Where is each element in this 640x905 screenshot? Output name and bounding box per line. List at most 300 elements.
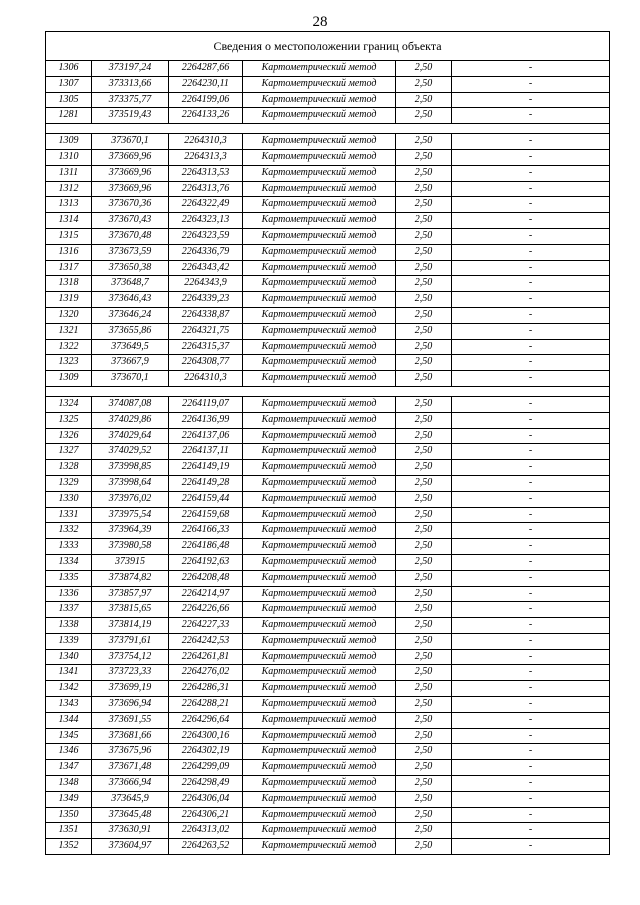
method-cell: Картометрический метод — [243, 276, 396, 292]
x-coordinate-cell: 373645,48 — [92, 807, 169, 823]
method-cell: Картометрический метод — [243, 307, 396, 323]
x-coordinate-cell: 373649,5 — [92, 339, 169, 355]
table-row — [46, 807, 610, 823]
description-cell: - — [452, 412, 610, 428]
table-row — [46, 744, 610, 760]
y-coordinate-cell: 2264276,02 — [169, 665, 243, 681]
x-coordinate-cell: 373197,24 — [92, 61, 169, 77]
method-cell: Картометрический метод — [243, 444, 396, 460]
accuracy-cell: 2,50 — [396, 539, 452, 555]
description-cell: - — [452, 823, 610, 839]
point-number-cell: 1313 — [46, 197, 92, 213]
accuracy-cell: 2,50 — [396, 491, 452, 507]
table-row — [46, 165, 610, 181]
description-cell: - — [452, 323, 610, 339]
description-cell: - — [452, 244, 610, 260]
accuracy-cell: 2,50 — [396, 134, 452, 150]
x-coordinate-cell: 373650,38 — [92, 260, 169, 276]
table-row — [46, 197, 610, 213]
table-row — [46, 92, 610, 108]
description-cell: - — [452, 165, 610, 181]
description-cell: - — [452, 460, 610, 476]
y-coordinate-cell: 2264338,87 — [169, 307, 243, 323]
point-number-cell: 1347 — [46, 760, 92, 776]
accuracy-cell: 2,50 — [396, 760, 452, 776]
point-number-cell: 1329 — [46, 475, 92, 491]
method-cell: Картометрический метод — [243, 665, 396, 681]
point-number-cell: 1333 — [46, 539, 92, 555]
table-row — [46, 681, 610, 697]
method-cell: Картометрический метод — [243, 839, 396, 855]
table-row — [46, 149, 610, 165]
description-cell: - — [452, 491, 610, 507]
point-number-cell: 1339 — [46, 633, 92, 649]
point-number-cell: 1327 — [46, 444, 92, 460]
y-coordinate-cell: 2264315,37 — [169, 339, 243, 355]
method-cell: Картометрический метод — [243, 61, 396, 77]
y-coordinate-cell: 2264313,02 — [169, 823, 243, 839]
point-number-cell: 1311 — [46, 165, 92, 181]
point-number-cell: 1325 — [46, 412, 92, 428]
point-number-cell: 1344 — [46, 712, 92, 728]
table-row — [46, 475, 610, 491]
accuracy-cell: 2,50 — [396, 665, 452, 681]
accuracy-cell: 2,50 — [396, 307, 452, 323]
description-cell: - — [452, 665, 610, 681]
point-number-cell: 1346 — [46, 744, 92, 760]
x-coordinate-cell: 373667,9 — [92, 355, 169, 371]
y-coordinate-cell: 2264137,11 — [169, 444, 243, 460]
table-row — [46, 460, 610, 476]
accuracy-cell: 2,50 — [396, 791, 452, 807]
x-coordinate-cell: 373998,85 — [92, 460, 169, 476]
method-cell: Картометрический метод — [243, 823, 396, 839]
table-row — [46, 633, 610, 649]
table-row — [46, 355, 610, 371]
y-coordinate-cell: 2264133,26 — [169, 108, 243, 124]
description-cell: - — [452, 602, 610, 618]
accuracy-cell: 2,50 — [396, 323, 452, 339]
y-coordinate-cell: 2264119,07 — [169, 396, 243, 412]
x-coordinate-cell: 373791,61 — [92, 633, 169, 649]
description-cell: - — [452, 76, 610, 92]
table-row — [46, 76, 610, 92]
description-cell: - — [452, 712, 610, 728]
method-cell: Картометрический метод — [243, 618, 396, 634]
accuracy-cell: 2,50 — [396, 807, 452, 823]
method-cell: Картометрический метод — [243, 412, 396, 428]
method-cell: Картометрический метод — [243, 371, 396, 387]
x-coordinate-cell: 373604,97 — [92, 839, 169, 855]
table-row — [46, 371, 610, 387]
method-cell: Картометрический метод — [243, 697, 396, 713]
description-cell: - — [452, 618, 610, 634]
y-coordinate-cell: 2264226,66 — [169, 602, 243, 618]
point-number-cell: 1345 — [46, 728, 92, 744]
method-cell: Картометрический метод — [243, 491, 396, 507]
point-number-cell: 1326 — [46, 428, 92, 444]
x-coordinate-cell: 373670,1 — [92, 134, 169, 150]
point-number-cell: 1312 — [46, 181, 92, 197]
method-cell: Картометрический метод — [243, 134, 396, 150]
table-row — [46, 523, 610, 539]
accuracy-cell: 2,50 — [396, 396, 452, 412]
point-number-cell: 1307 — [46, 76, 92, 92]
point-number-cell: 1335 — [46, 570, 92, 586]
method-cell: Картометрический метод — [243, 649, 396, 665]
group-separator-cell — [46, 386, 610, 396]
method-cell: Картометрический метод — [243, 355, 396, 371]
accuracy-cell: 2,50 — [396, 371, 452, 387]
description-cell: - — [452, 681, 610, 697]
x-coordinate-cell: 373670,36 — [92, 197, 169, 213]
x-coordinate-cell: 373874,82 — [92, 570, 169, 586]
method-cell: Картометрический метод — [243, 602, 396, 618]
point-number-cell: 1315 — [46, 228, 92, 244]
y-coordinate-cell: 2264159,68 — [169, 507, 243, 523]
accuracy-cell: 2,50 — [396, 744, 452, 760]
point-number-cell: 1305 — [46, 92, 92, 108]
accuracy-cell: 2,50 — [396, 108, 452, 124]
point-number-cell: 1342 — [46, 681, 92, 697]
y-coordinate-cell: 2264321,75 — [169, 323, 243, 339]
accuracy-cell: 2,50 — [396, 61, 452, 77]
x-coordinate-cell: 374087,08 — [92, 396, 169, 412]
accuracy-cell: 2,50 — [396, 228, 452, 244]
method-cell: Картометрический метод — [243, 570, 396, 586]
description-cell: - — [452, 276, 610, 292]
description-cell: - — [452, 633, 610, 649]
table-row — [46, 213, 610, 229]
x-coordinate-cell: 374029,64 — [92, 428, 169, 444]
table-row — [46, 228, 610, 244]
method-cell: Картометрический метод — [243, 339, 396, 355]
method-cell: Картометрический метод — [243, 744, 396, 760]
method-cell: Картометрический метод — [243, 728, 396, 744]
method-cell: Картометрический метод — [243, 108, 396, 124]
y-coordinate-cell: 2264192,63 — [169, 554, 243, 570]
point-number-cell: 1338 — [46, 618, 92, 634]
method-cell: Картометрический метод — [243, 681, 396, 697]
table-row — [46, 108, 610, 124]
accuracy-cell: 2,50 — [396, 697, 452, 713]
point-number-cell: 1317 — [46, 260, 92, 276]
y-coordinate-cell: 2264299,09 — [169, 760, 243, 776]
description-cell: - — [452, 807, 610, 823]
table-row — [46, 697, 610, 713]
description-cell: - — [452, 791, 610, 807]
y-coordinate-cell: 2264261,81 — [169, 649, 243, 665]
table-row — [46, 586, 610, 602]
y-coordinate-cell: 2264227,33 — [169, 618, 243, 634]
description-cell: - — [452, 507, 610, 523]
accuracy-cell: 2,50 — [396, 507, 452, 523]
table-row — [46, 412, 610, 428]
x-coordinate-cell: 373670,43 — [92, 213, 169, 229]
point-number-cell: 1334 — [46, 554, 92, 570]
description-cell: - — [452, 149, 610, 165]
x-coordinate-cell: 373857,97 — [92, 586, 169, 602]
y-coordinate-cell: 2264214,97 — [169, 586, 243, 602]
x-coordinate-cell: 373671,48 — [92, 760, 169, 776]
description-cell: - — [452, 839, 610, 855]
y-coordinate-cell: 2264302,19 — [169, 744, 243, 760]
description-cell: - — [452, 428, 610, 444]
y-coordinate-cell: 2264137,06 — [169, 428, 243, 444]
accuracy-cell: 2,50 — [396, 460, 452, 476]
method-cell: Картометрический метод — [243, 523, 396, 539]
x-coordinate-cell: 373648,7 — [92, 276, 169, 292]
point-number-cell: 1323 — [46, 355, 92, 371]
description-cell: - — [452, 649, 610, 665]
point-number-cell: 1324 — [46, 396, 92, 412]
y-coordinate-cell: 2264343,42 — [169, 260, 243, 276]
table-row — [46, 602, 610, 618]
table-title-row — [46, 32, 610, 61]
table-row — [46, 244, 610, 260]
method-cell: Картометрический метод — [243, 197, 396, 213]
accuracy-cell: 2,50 — [396, 149, 452, 165]
table-row — [46, 776, 610, 792]
group-separator-cell — [46, 124, 610, 134]
description-cell: - — [452, 554, 610, 570]
accuracy-cell: 2,50 — [396, 165, 452, 181]
accuracy-cell: 2,50 — [396, 823, 452, 839]
description-cell: - — [452, 213, 610, 229]
x-coordinate-cell: 373630,91 — [92, 823, 169, 839]
point-number-cell: 1343 — [46, 697, 92, 713]
x-coordinate-cell: 373375,77 — [92, 92, 169, 108]
description-cell: - — [452, 396, 610, 412]
y-coordinate-cell: 2264242,53 — [169, 633, 243, 649]
point-number-cell: 1316 — [46, 244, 92, 260]
accuracy-cell: 2,50 — [396, 602, 452, 618]
table-row — [46, 649, 610, 665]
table-row — [46, 839, 610, 855]
table-row — [46, 554, 610, 570]
point-number-cell: 1309 — [46, 371, 92, 387]
method-cell: Картометрический метод — [243, 791, 396, 807]
x-coordinate-cell: 373669,96 — [92, 181, 169, 197]
point-number-cell: 1336 — [46, 586, 92, 602]
method-cell: Картометрический метод — [243, 586, 396, 602]
point-number-cell: 1348 — [46, 776, 92, 792]
table-row — [46, 491, 610, 507]
x-coordinate-cell: 373646,43 — [92, 292, 169, 308]
group-separator-row — [46, 386, 610, 396]
table-row — [46, 396, 610, 412]
point-number-cell: 1319 — [46, 292, 92, 308]
accuracy-cell: 2,50 — [396, 355, 452, 371]
accuracy-cell: 2,50 — [396, 92, 452, 108]
x-coordinate-cell: 373964,39 — [92, 523, 169, 539]
y-coordinate-cell: 2264166,33 — [169, 523, 243, 539]
y-coordinate-cell: 2264322,49 — [169, 197, 243, 213]
description-cell: - — [452, 61, 610, 77]
description-cell: - — [452, 371, 610, 387]
description-cell: - — [452, 307, 610, 323]
description-cell: - — [452, 697, 610, 713]
y-coordinate-cell: 2264343,9 — [169, 276, 243, 292]
table-row — [46, 507, 610, 523]
accuracy-cell: 2,50 — [396, 712, 452, 728]
y-coordinate-cell: 2264306,21 — [169, 807, 243, 823]
description-cell: - — [452, 539, 610, 555]
method-cell: Картометрический метод — [243, 554, 396, 570]
method-cell: Картометрический метод — [243, 776, 396, 792]
method-cell: Картометрический метод — [243, 807, 396, 823]
x-coordinate-cell: 373696,94 — [92, 697, 169, 713]
method-cell: Картометрический метод — [243, 539, 396, 555]
y-coordinate-cell: 2264230,11 — [169, 76, 243, 92]
table-row — [46, 791, 610, 807]
accuracy-cell: 2,50 — [396, 197, 452, 213]
y-coordinate-cell: 2264296,64 — [169, 712, 243, 728]
x-coordinate-cell: 373691,55 — [92, 712, 169, 728]
boundary-coordinates-table — [45, 31, 610, 855]
x-coordinate-cell: 373646,24 — [92, 307, 169, 323]
accuracy-cell: 2,50 — [396, 244, 452, 260]
y-coordinate-cell: 2264339,23 — [169, 292, 243, 308]
x-coordinate-cell: 373699,19 — [92, 681, 169, 697]
description-cell: - — [452, 181, 610, 197]
accuracy-cell: 2,50 — [396, 570, 452, 586]
description-cell: - — [452, 292, 610, 308]
y-coordinate-cell: 2264323,13 — [169, 213, 243, 229]
method-cell: Картометрический метод — [243, 165, 396, 181]
method-cell: Картометрический метод — [243, 260, 396, 276]
x-coordinate-cell: 373915 — [92, 554, 169, 570]
method-cell: Картометрический метод — [243, 760, 396, 776]
accuracy-cell: 2,50 — [396, 339, 452, 355]
method-cell: Картометрический метод — [243, 475, 396, 491]
y-coordinate-cell: 2264310,3 — [169, 134, 243, 150]
table-body — [46, 32, 610, 855]
table-row — [46, 428, 610, 444]
table-row — [46, 665, 610, 681]
y-coordinate-cell: 2264186,48 — [169, 539, 243, 555]
description-cell: - — [452, 523, 610, 539]
accuracy-cell: 2,50 — [396, 428, 452, 444]
accuracy-cell: 2,50 — [396, 839, 452, 855]
y-coordinate-cell: 2264287,66 — [169, 61, 243, 77]
y-coordinate-cell: 2264313,3 — [169, 149, 243, 165]
x-coordinate-cell: 373675,96 — [92, 744, 169, 760]
description-cell: - — [452, 586, 610, 602]
description-cell: - — [452, 728, 610, 744]
method-cell: Картометрический метод — [243, 712, 396, 728]
x-coordinate-cell: 373669,96 — [92, 165, 169, 181]
page-number: 28 — [312, 14, 328, 30]
point-number-cell: 1310 — [46, 149, 92, 165]
x-coordinate-cell: 373666,94 — [92, 776, 169, 792]
accuracy-cell: 2,50 — [396, 475, 452, 491]
description-cell: - — [452, 570, 610, 586]
y-coordinate-cell: 2264313,53 — [169, 165, 243, 181]
table-row — [46, 570, 610, 586]
point-number-cell: 1314 — [46, 213, 92, 229]
point-number-cell: 1331 — [46, 507, 92, 523]
point-number-cell: 1337 — [46, 602, 92, 618]
x-coordinate-cell: 373754,12 — [92, 649, 169, 665]
table-title: Сведения о местоположении границ объекта — [46, 32, 610, 61]
x-coordinate-cell: 373655,86 — [92, 323, 169, 339]
point-number-cell: 1322 — [46, 339, 92, 355]
method-cell: Картометрический метод — [243, 181, 396, 197]
y-coordinate-cell: 2264136,99 — [169, 412, 243, 428]
table-row — [46, 134, 610, 150]
method-cell: Картометрический метод — [243, 396, 396, 412]
point-number-cell: 1340 — [46, 649, 92, 665]
accuracy-cell: 2,50 — [396, 728, 452, 744]
accuracy-cell: 2,50 — [396, 412, 452, 428]
y-coordinate-cell: 2264288,21 — [169, 697, 243, 713]
x-coordinate-cell: 373980,58 — [92, 539, 169, 555]
method-cell: Картометрический метод — [243, 292, 396, 308]
point-number-cell: 1349 — [46, 791, 92, 807]
x-coordinate-cell: 373673,59 — [92, 244, 169, 260]
table-row — [46, 444, 610, 460]
method-cell: Картометрический метод — [243, 76, 396, 92]
point-number-cell: 1309 — [46, 134, 92, 150]
table-row — [46, 339, 610, 355]
accuracy-cell: 2,50 — [396, 554, 452, 570]
y-coordinate-cell: 2264306,04 — [169, 791, 243, 807]
accuracy-cell: 2,50 — [396, 776, 452, 792]
y-coordinate-cell: 2264323,59 — [169, 228, 243, 244]
accuracy-cell: 2,50 — [396, 76, 452, 92]
x-coordinate-cell: 373670,48 — [92, 228, 169, 244]
description-cell: - — [452, 228, 610, 244]
table-row — [46, 823, 610, 839]
x-coordinate-cell: 373723,33 — [92, 665, 169, 681]
point-number-cell: 1330 — [46, 491, 92, 507]
x-coordinate-cell: 373313,66 — [92, 76, 169, 92]
method-cell: Картометрический метод — [243, 428, 396, 444]
method-cell: Картометрический метод — [243, 149, 396, 165]
x-coordinate-cell: 373976,02 — [92, 491, 169, 507]
y-coordinate-cell: 2264310,3 — [169, 371, 243, 387]
accuracy-cell: 2,50 — [396, 444, 452, 460]
point-number-cell: 1321 — [46, 323, 92, 339]
table-row — [46, 181, 610, 197]
point-number-cell: 1281 — [46, 108, 92, 124]
method-cell: Картометрический метод — [243, 213, 396, 229]
accuracy-cell: 2,50 — [396, 586, 452, 602]
y-coordinate-cell: 2264308,77 — [169, 355, 243, 371]
table-row — [46, 260, 610, 276]
table-row — [46, 61, 610, 77]
point-number-cell: 1306 — [46, 61, 92, 77]
method-cell: Картометрический метод — [243, 460, 396, 476]
description-cell: - — [452, 92, 610, 108]
y-coordinate-cell: 2264300,16 — [169, 728, 243, 744]
description-cell: - — [452, 744, 610, 760]
y-coordinate-cell: 2264313,76 — [169, 181, 243, 197]
x-coordinate-cell: 374029,52 — [92, 444, 169, 460]
y-coordinate-cell: 2264149,28 — [169, 475, 243, 491]
table-row — [46, 323, 610, 339]
x-coordinate-cell: 374029,86 — [92, 412, 169, 428]
point-number-cell: 1350 — [46, 807, 92, 823]
description-cell: - — [452, 760, 610, 776]
x-coordinate-cell: 373670,1 — [92, 371, 169, 387]
y-coordinate-cell: 2264208,48 — [169, 570, 243, 586]
description-cell: - — [452, 197, 610, 213]
x-coordinate-cell: 373998,64 — [92, 475, 169, 491]
y-coordinate-cell: 2264263,52 — [169, 839, 243, 855]
description-cell: - — [452, 355, 610, 371]
